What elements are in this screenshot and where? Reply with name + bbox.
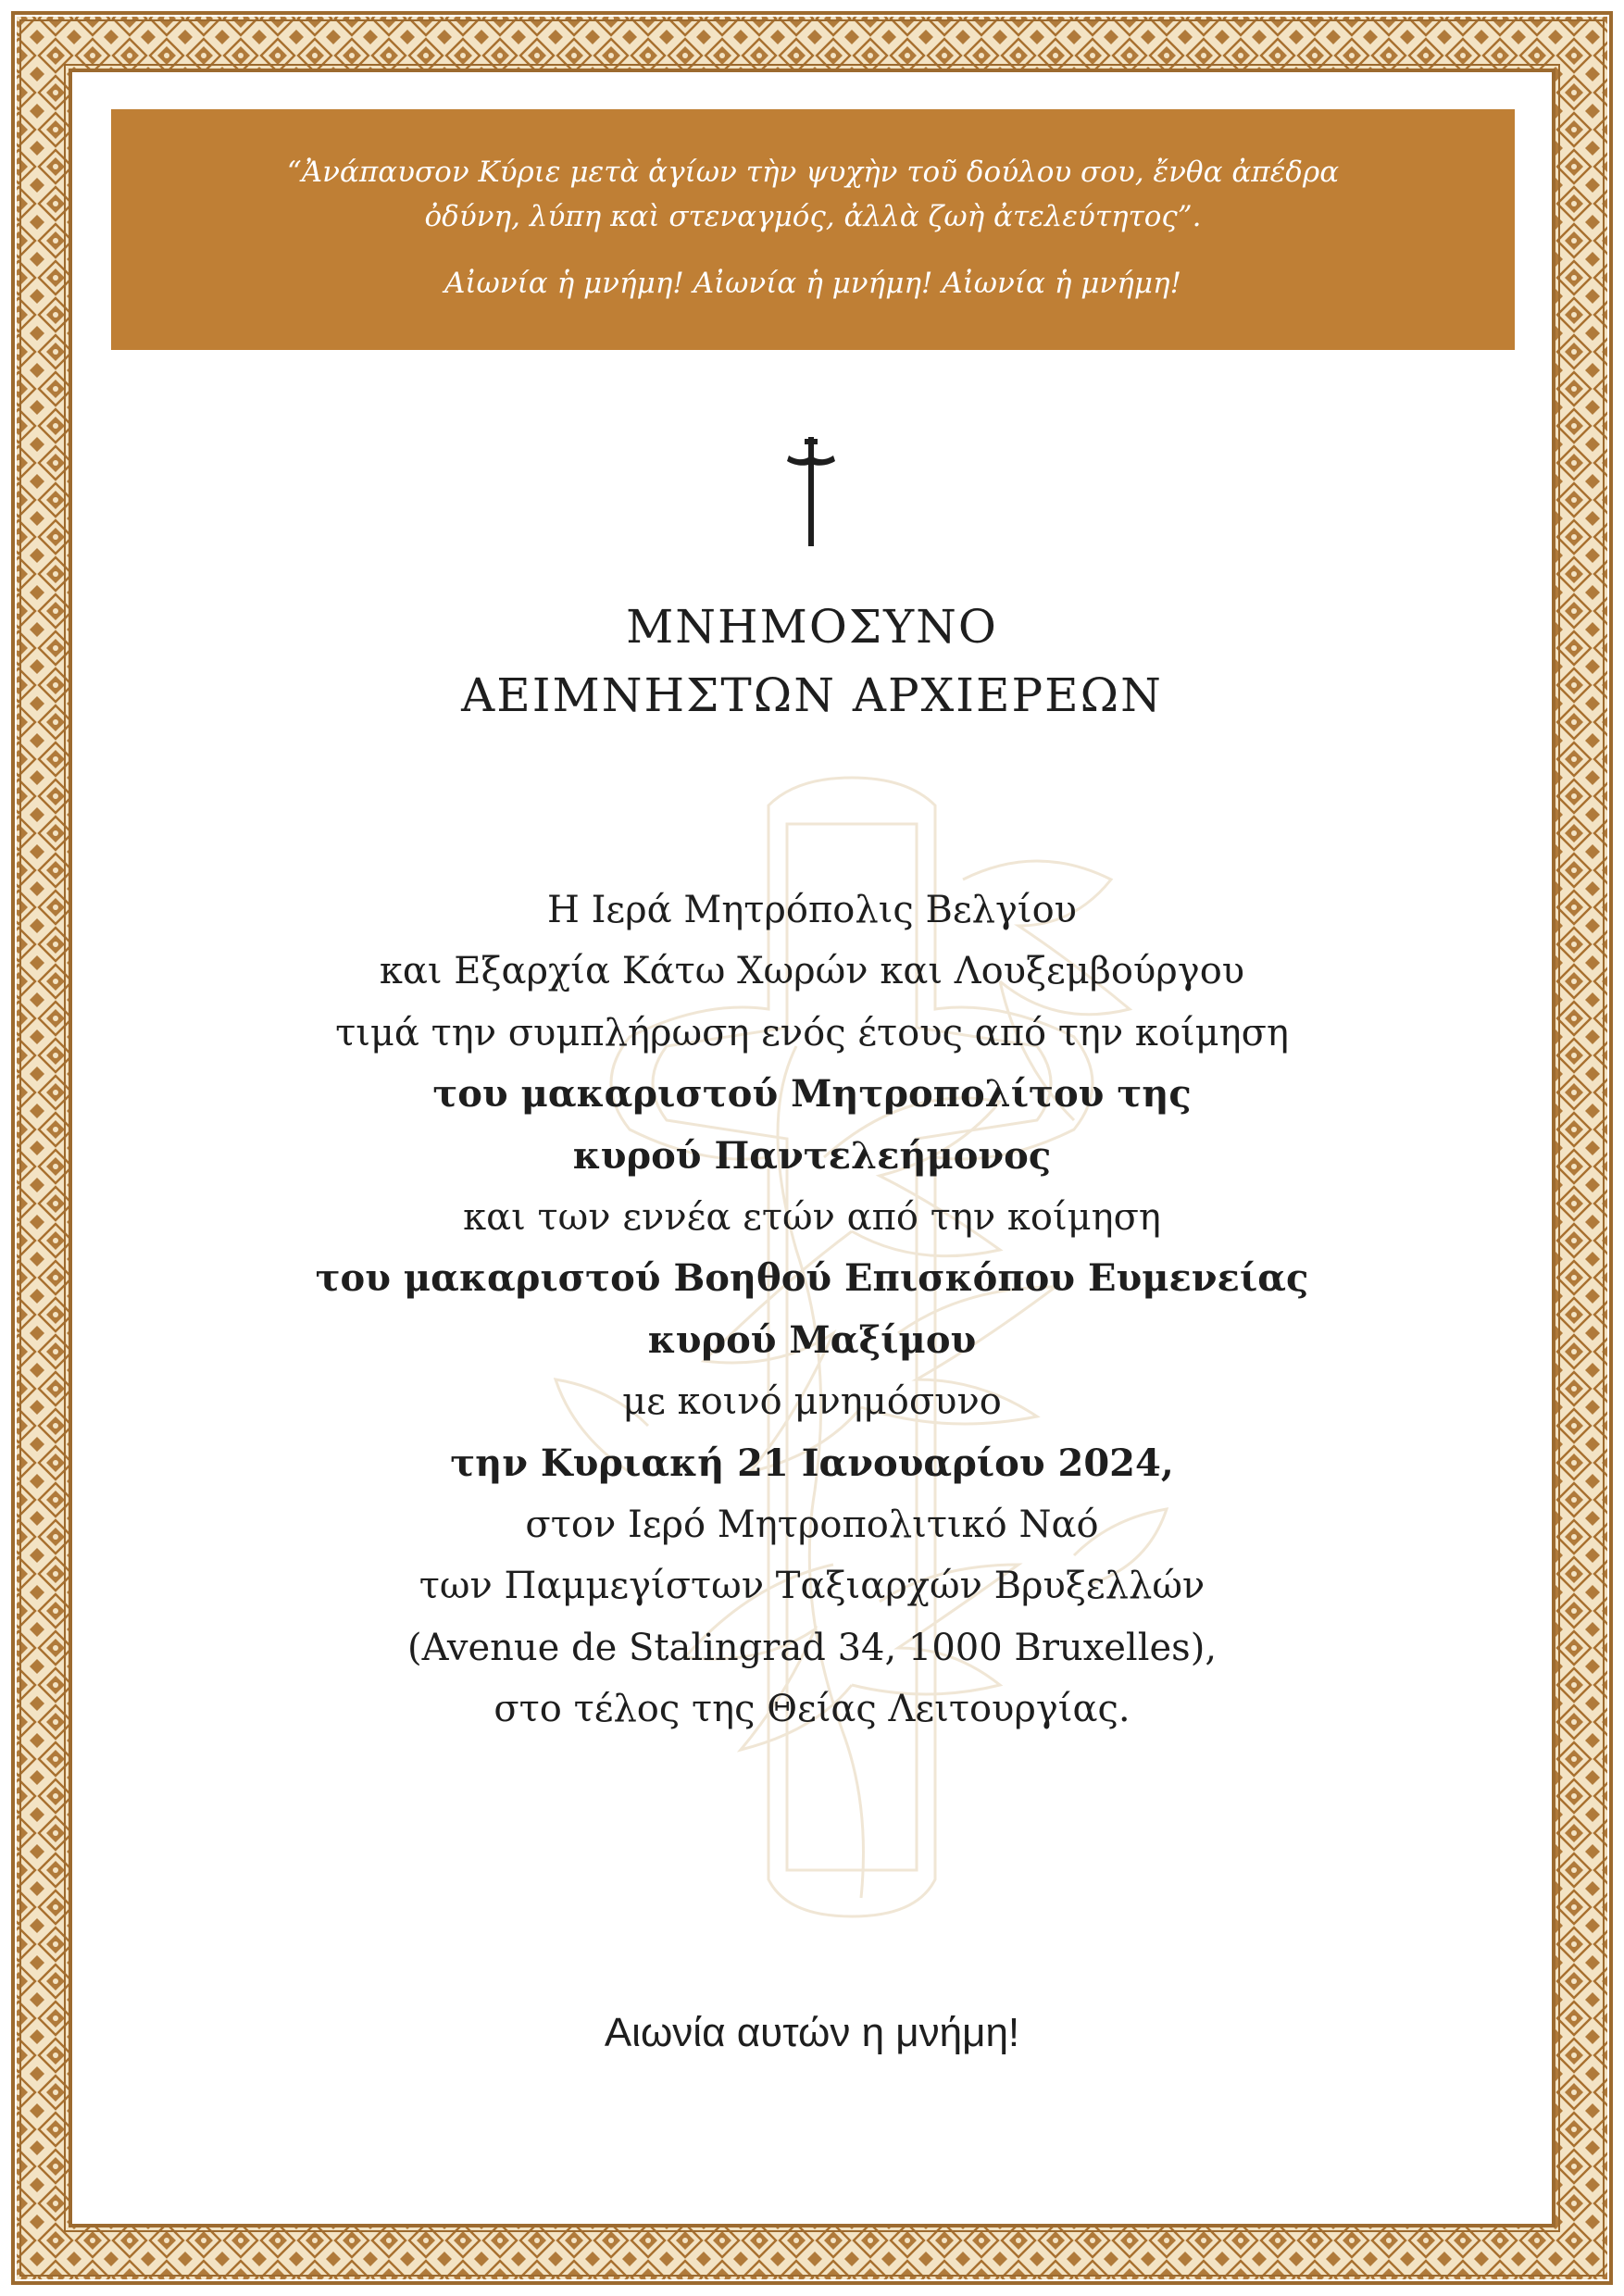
prayer-quote-line-2: ὀδύνη, λύπη καὶ στεναγμός, ἀλλὰ ζωὴ ἀτελεύτητος”. xyxy=(424,200,1202,233)
page-title xyxy=(185,593,1439,730)
body-line-14: στο τέλος της Θείας Λειτουργίας. xyxy=(493,1688,1131,1731)
body-line-4: του μακαριστού Μητροπολίτου της xyxy=(432,1072,1192,1117)
eternal-memory-acclaim: Αἰωνία ἡ μνήμη! Αἰωνία ἡ μνήμη! Αἰωνία ἡ μνήμη! xyxy=(443,267,1182,300)
prayer-quote xyxy=(176,150,1450,239)
body-line-3: τιμά την συμπλήρωση ενός έτους από την κοίμηση xyxy=(335,1011,1289,1054)
body-line-8: κυρού Μαξίμου xyxy=(647,1317,977,1362)
body-line-13: (Avenue de Stalingrad 34, 1000 Bruxelles), xyxy=(406,1626,1218,1669)
body-line-12: των Παμμεγίστων Ταξιαρχών Βρυξελλών xyxy=(418,1565,1206,1608)
orthodox-cross-icon xyxy=(774,437,848,546)
body-line-7: του μακαριστού Βοηθού Επισκόπου Ευμενείας xyxy=(315,1256,1309,1301)
closing-line: Αιωνία αυτών η μνήμη! xyxy=(604,2010,1020,2055)
body-line-2: και Εξαρχία Κάτω Χωρών και Λουξεμβούργου xyxy=(379,950,1245,993)
prayer-banner xyxy=(111,109,1515,350)
body-line-6: και των εννέα ετών από την κοίμηση xyxy=(463,1196,1161,1240)
title-line-2: ΑΕΙΜΝΗΣΤΩΝ ΑΡΧΙΕΡΕΩΝ xyxy=(461,668,1163,722)
body-line-10: την Κυριακή 21 Ιανουαρίου 2024, xyxy=(450,1441,1174,1485)
title-line-1: ΜΝΗΜΟΣΥΝΟ xyxy=(626,600,998,654)
prayer-quote-line-1: “Ἀνάπαυσον Κύριε μετὰ ἁγίων τὴν ψυχὴν τοῦ δούλου σου, ἔνθα ἀπέδρα xyxy=(286,156,1340,189)
body-line-1: Η Ιερά Μητρόπολις Βελγίου xyxy=(547,889,1077,931)
announcement-body xyxy=(139,880,1485,1741)
body-line-9: με κοινό μνημόσυνο xyxy=(622,1380,1002,1424)
body-line-5: κυρού Παντελεήμονος xyxy=(572,1133,1052,1178)
body-line-11: στον Ιερό Μητροπολιτικό Ναό xyxy=(525,1504,1099,1547)
